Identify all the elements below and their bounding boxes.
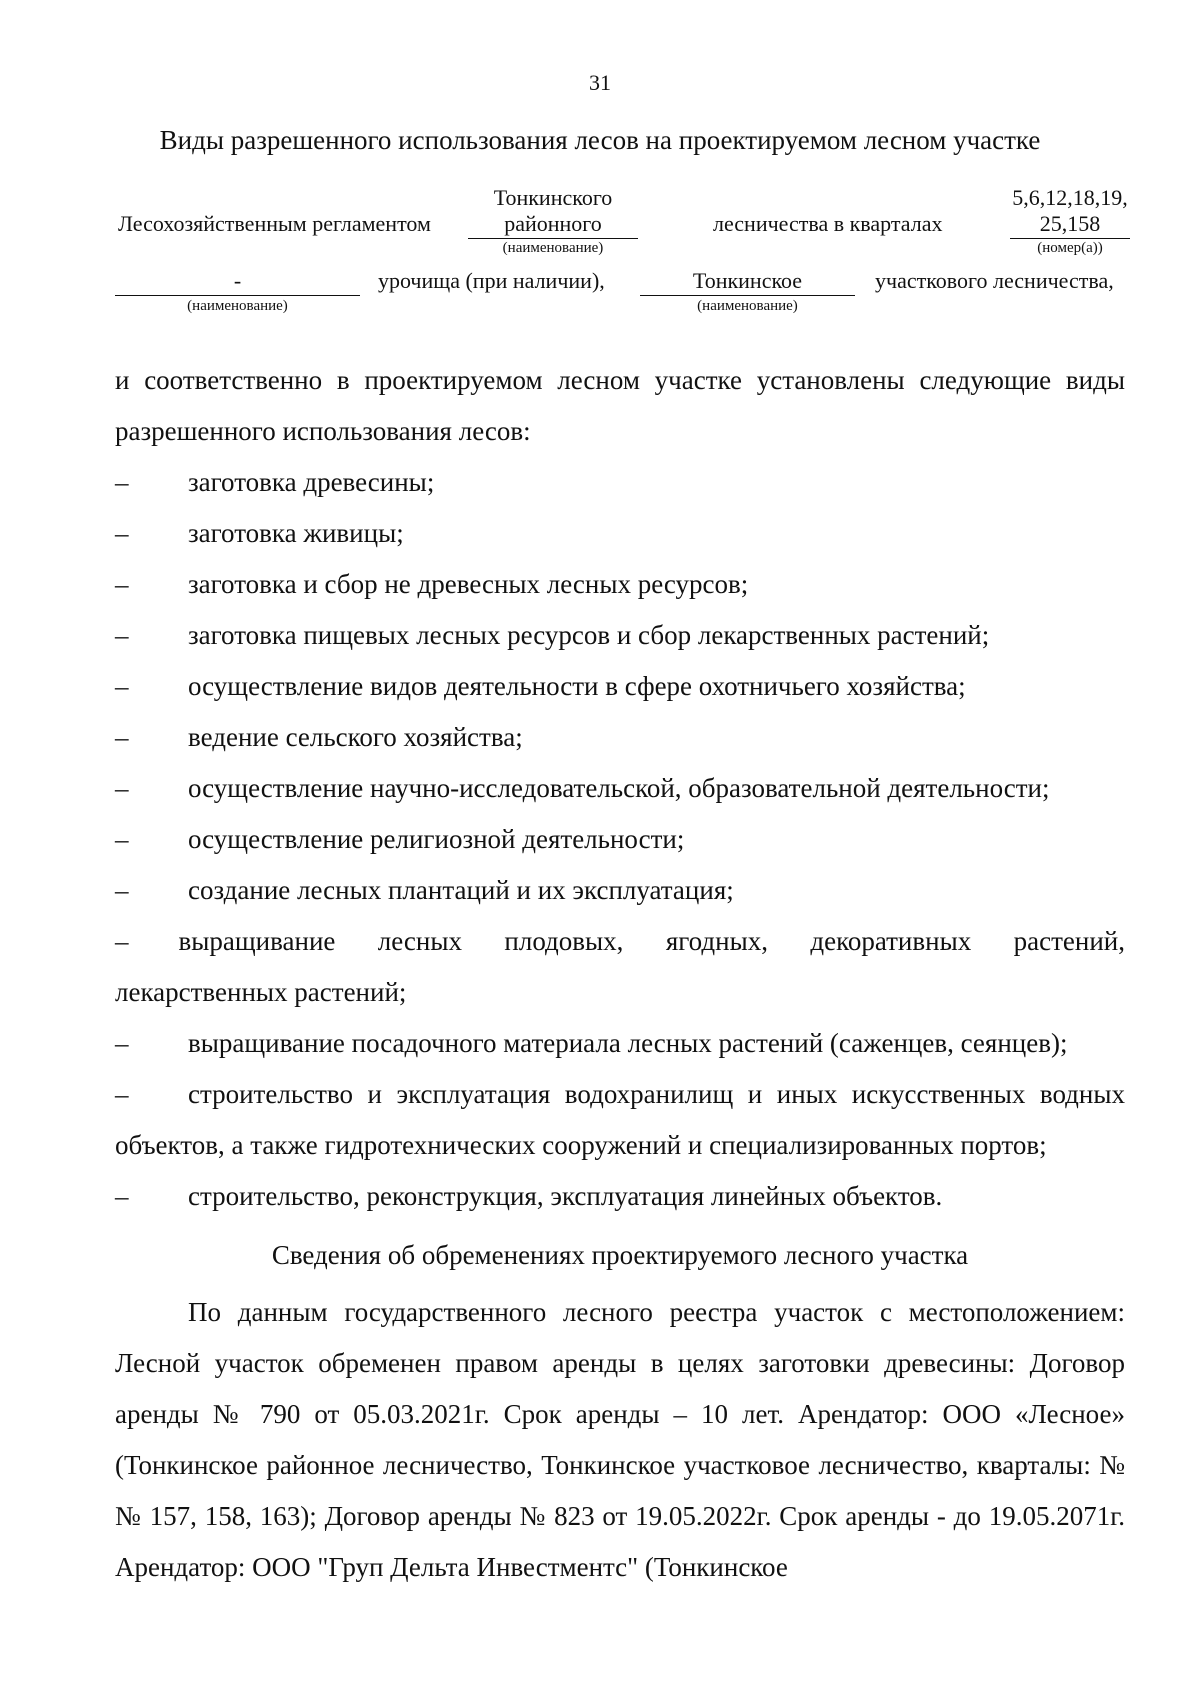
list-dash: – [115,1079,129,1109]
list-item-spread-line [115,916,1125,967]
page-number: 31 [589,70,611,95]
district-name-line1: Тонкинского [493,185,613,210]
list-item-word: ягодных, [665,926,768,956]
district-name-caption: (наименование) [502,240,604,256]
list-item [115,559,1125,610]
list-item-word: плодовых, [504,926,624,956]
list-dash: – [115,569,129,599]
list-item-text: заготовка древесины; [188,467,435,497]
encumbrance-heading: Сведения об обременениях проектируемого лесного участка [271,1240,969,1270]
list-dash: – [115,875,129,905]
list-item-text: осуществление видов деятельности в сфере охотничьего хозяйства; [188,671,966,701]
list-item-text: строительство и эксплуатация водохранилищ и иных искусственных водных объектов, а также гидротехнических сооружений и специализированных портов; [115,1079,1125,1160]
list-item-text: заготовка пищевых лесных ресурсов и сбор лекарственных растений; [188,620,990,650]
list-item [115,661,1125,712]
list-item [115,508,1125,559]
list-dash: – [115,620,129,650]
list-dash: – [115,1028,129,1058]
quarters-numbers-caption: (номер(а)) [1037,240,1103,256]
tract-name-value: - [233,268,242,293]
list-item [115,814,1125,865]
list-item [115,916,1125,1018]
list-item-text: осуществление научно-исследовательской, образовательной деятельности; [188,773,1050,803]
list-item-word: выращивание [178,926,336,956]
district-name-line2: районного [504,211,602,236]
forestry-in-quarters-label: лесничества в кварталах [713,211,943,236]
local-forestry-label: участкового лесничества, [875,268,1114,293]
list-item [115,763,1125,814]
list-item-text: выращивание посадочного материала лесных растений (саженцев, сеянцев); [188,1028,1068,1058]
list-dash: – [115,518,129,548]
regulation-prefix: Лесохозяйственным регламентом [118,211,431,236]
quarters-numbers-field [1010,211,1130,239]
tract-name-field [115,268,360,296]
list-item [115,1171,1125,1222]
intro-paragraph: и соответственно в проектируемом лесном участке установлены следующие виды разрешенного использования лесов: [115,365,1125,446]
list-item-text: заготовка живицы; [188,518,404,548]
list-dash: – [115,926,129,956]
quarters-numbers-line1: 5,6,12,18,19, [1012,185,1128,210]
list-item-word: растений, [1013,926,1125,956]
quarters-numbers-line2: 25,158 [1039,211,1101,236]
list-item-text: ведение сельского хозяйства; [188,722,523,752]
permitted-uses-list [115,457,1125,1222]
list-dash: – [115,467,129,497]
local-forestry-value: Тонкинское [692,268,803,293]
document-body [115,355,1125,1593]
list-dash: – [115,722,129,752]
list-dash: – [115,671,129,701]
list-item-text: осуществление религиозной деятельности; [188,824,685,854]
list-item-text: строительство, реконструкция, эксплуатация линейных объектов. [188,1181,943,1211]
list-item [115,865,1125,916]
list-item [115,1069,1125,1171]
list-dash: – [115,1181,129,1211]
page-title: Виды разрешенного использования лесов на проектируемом лесном участке [159,125,1041,155]
local-forestry-caption: (наименование) [697,298,798,314]
list-item [115,1018,1125,1069]
tract-name-caption: (наименование) [187,298,288,314]
encumbrance-paragraph: По данным государственного лесного реестра участок с местоположением: Лесной участок обременен правом аренды в целях заготовки древесины: Договор аренды № 790 от 05.03.2021г. Срок аренды – 10 лет. Арендатор: ООО «Лесное» (Тонкинское районное лесничество, Тонкинское участковое лесничество, кварталы: №№ 157, 158, 163); Договор аренды № 823 от 19.05.2022г. Срок аренды - до 19.05.2071г. Арендатор: ООО "Груп Дельта Инвестментс" (Тонкинское [115,1297,1125,1582]
list-dash: – [115,824,129,854]
district-name-field [468,211,638,239]
list-item-text: создание лесных плантаций и их эксплуатация; [188,875,734,905]
list-item [115,712,1125,763]
list-item [115,457,1125,508]
list-item [115,610,1125,661]
tract-label: урочища (при наличии), [378,268,605,293]
list-item-word: декоративных [810,926,972,956]
list-item-continuation: лекарственных растений; [115,977,407,1007]
list-dash: – [115,773,129,803]
local-forestry-field [640,268,855,296]
list-item-word: лесных [377,926,462,956]
list-item-text: заготовка и сбор не древесных лесных ресурсов; [188,569,749,599]
list-item-text [179,916,1126,967]
